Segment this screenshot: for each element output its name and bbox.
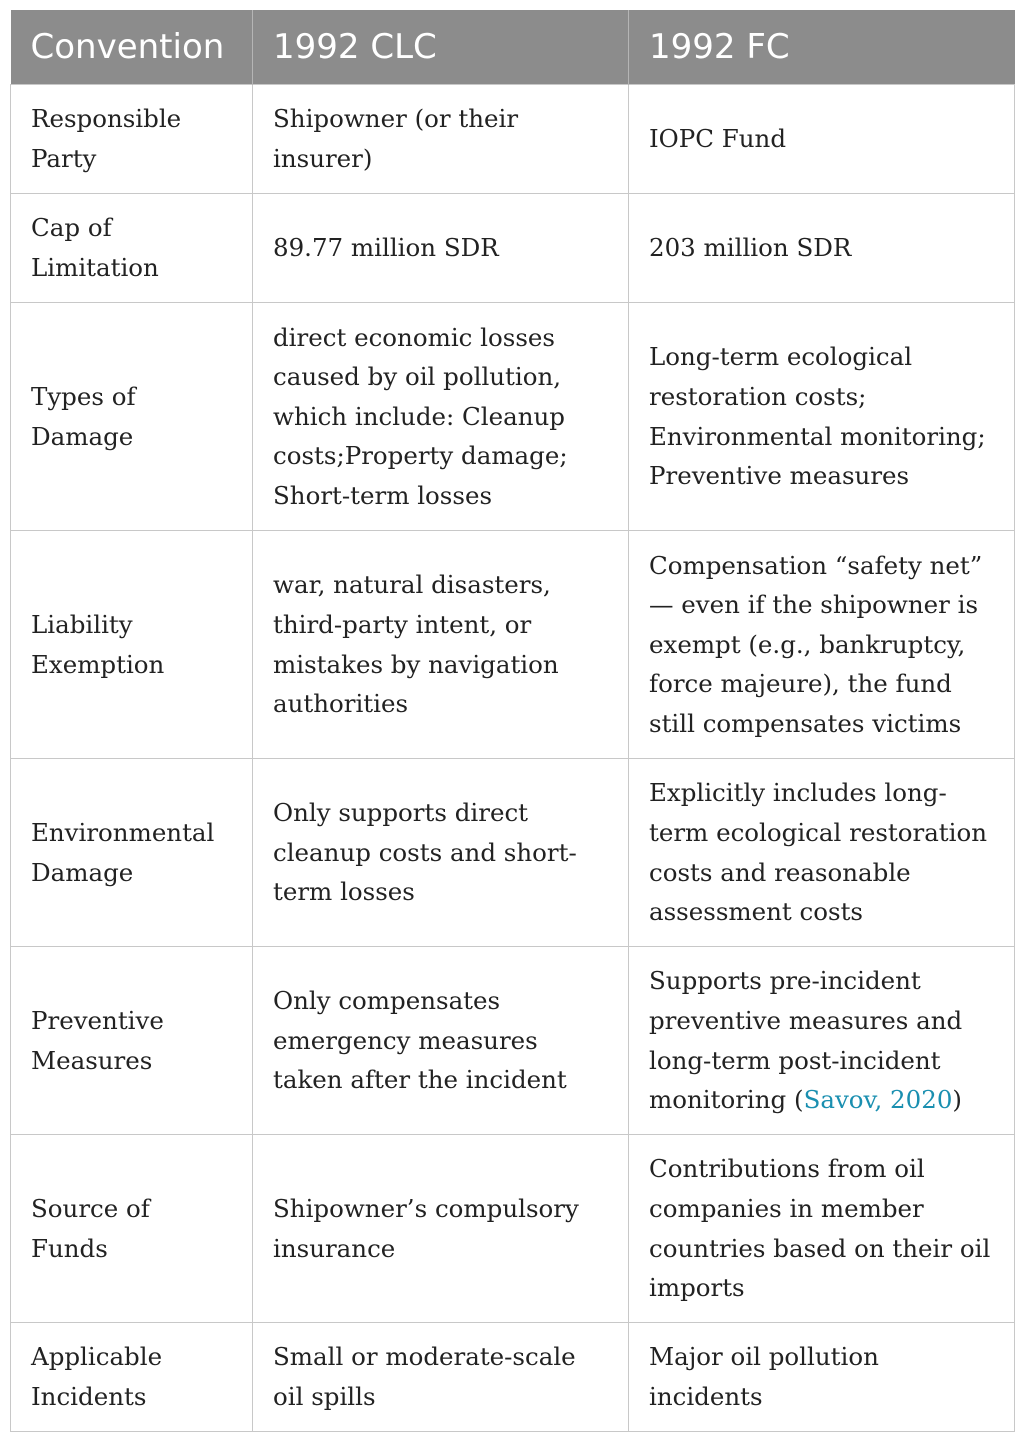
table-row xyxy=(11,303,1015,531)
clc-cell: Shipowner’s compulsory insurance xyxy=(253,1135,629,1323)
clc-cell: Small or moderate-scale oil spills xyxy=(253,1323,629,1432)
header-1992-fc: 1992 FC xyxy=(629,10,1015,85)
header-1992-clc: 1992 CLC xyxy=(253,10,629,85)
row-label: Liability Exemption xyxy=(11,531,253,759)
fc-cell: Contributions from oil companies in member countries based on their oil imports xyxy=(629,1135,1015,1323)
fc-cell: 203 million SDR xyxy=(629,194,1015,303)
table-row xyxy=(11,947,1015,1135)
table-row xyxy=(11,85,1015,194)
row-label: Environmental Damage xyxy=(11,759,253,947)
table-header xyxy=(11,10,1015,85)
fc-cell: Explicitly includes long-term ecological restoration costs and reasonable assessment costs xyxy=(629,759,1015,947)
table-row xyxy=(11,1135,1015,1323)
clc-cell: war, natural disasters, third-party intent, or mistakes by navigation authorities xyxy=(253,531,629,759)
citation-link[interactable]: Savov, 2020 xyxy=(803,1085,953,1115)
fc-cell: IOPC Fund xyxy=(629,85,1015,194)
clc-cell: Only supports direct cleanup costs and short-term losses xyxy=(253,759,629,947)
row-label: Applicable Incidents xyxy=(11,1323,253,1432)
comparison-table xyxy=(10,10,1015,1432)
row-label: Types of Damage xyxy=(11,303,253,531)
table-row xyxy=(11,531,1015,759)
fc-cell: Major oil pollution incidents xyxy=(629,1323,1015,1432)
row-label: Source of Funds xyxy=(11,1135,253,1323)
table-row xyxy=(11,759,1015,947)
row-label: Preventive Measures xyxy=(11,947,253,1135)
fc-cell-text: Supports pre-incident preventive measures and long-term post-incident monitoring ( xyxy=(649,966,963,1115)
table-row xyxy=(11,194,1015,303)
fc-cell: Long-term ecological restoration costs; Environmental monitoring; Preventive measures xyxy=(629,303,1015,531)
clc-cell: 89.77 million SDR xyxy=(253,194,629,303)
clc-cell: direct economic losses caused by oil pollution, which include: Cleanup costs;Property damage; Short-term losses xyxy=(253,303,629,531)
clc-cell: Only compensates emergency measures taken after the incident xyxy=(253,947,629,1135)
row-label: Responsible Party xyxy=(11,85,253,194)
fc-cell: Supports pre-incident preventive measures and long-term post-incident monitoring (Savov, 2020) xyxy=(629,947,1015,1135)
table-body xyxy=(11,85,1015,1432)
table-row xyxy=(11,1323,1015,1432)
header-convention: Convention xyxy=(11,10,253,85)
clc-cell: Shipowner (or their insurer) xyxy=(253,85,629,194)
fc-cell: Compensation “safety net” — even if the shipowner is exempt (e.g., bankruptcy, force majeure), the fund still compensates victims xyxy=(629,531,1015,759)
row-label: Cap of Limitation xyxy=(11,194,253,303)
header-row xyxy=(11,10,1015,85)
